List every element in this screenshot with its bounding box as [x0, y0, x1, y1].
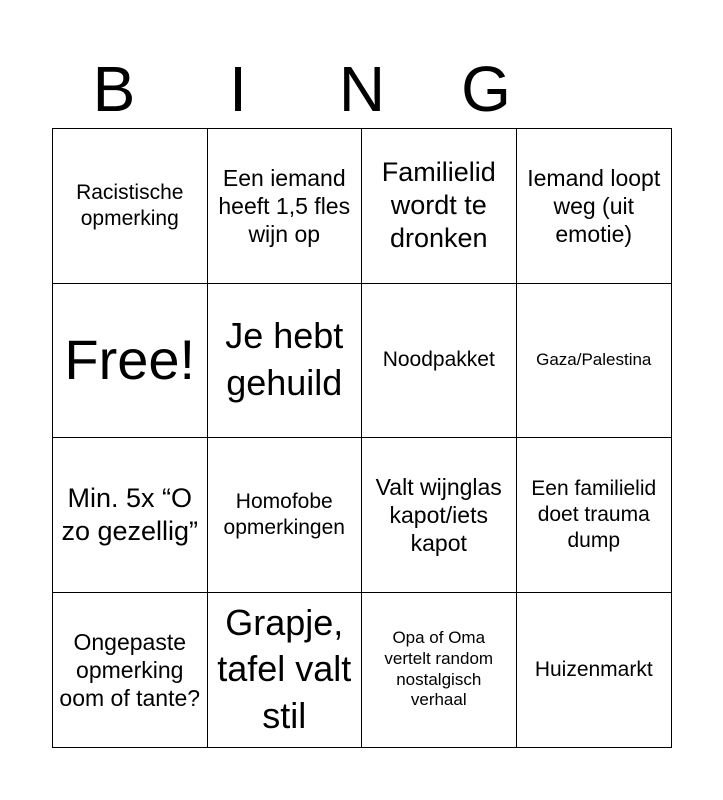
header-letter-b: B [92, 53, 136, 125]
bingo-cell[interactable]: Min. 5x “O zo gezellig” [53, 438, 208, 593]
bingo-cell[interactable]: Racistische opmerking [53, 129, 208, 284]
bingo-cell[interactable]: Noodpakket [362, 284, 517, 439]
header-letter-i: I [229, 53, 247, 125]
header-letter-n: N [338, 53, 386, 125]
bingo-cell[interactable]: Valt wijnglas kapot/iets kapot [362, 438, 517, 593]
free-cell[interactable]: Free! [53, 284, 208, 439]
bingo-cell[interactable]: Homofobe opmerkingen [208, 438, 363, 593]
bingo-board [52, 128, 672, 748]
bingo-cell[interactable]: Je hebt gehuild [208, 284, 363, 439]
bingo-header [52, 50, 672, 128]
bingo-cell[interactable]: Een familielid doet trauma dump [517, 438, 672, 593]
bingo-cell[interactable]: Opa of Oma vertelt random nostalgisch verhaal [362, 593, 517, 748]
bingo-cell[interactable]: Ongepaste opmerking oom of tante? [53, 593, 208, 748]
bingo-cell[interactable]: Huizenmarkt [534, 657, 653, 681]
bingo-cell[interactable]: Grapje, tafel valt stil [208, 593, 363, 748]
bingo-cell[interactable]: Gaza/Palestina [517, 284, 672, 439]
bingo-cell[interactable]: Een iemand heeft 1,5 fles wijn op [208, 129, 363, 284]
bingo-cell[interactable]: Familielid wordt te dronken [362, 129, 517, 284]
bingo-cell[interactable]: Iemand loopt weg (uit emotie) [517, 129, 672, 284]
header-letter-g: G [461, 53, 511, 125]
